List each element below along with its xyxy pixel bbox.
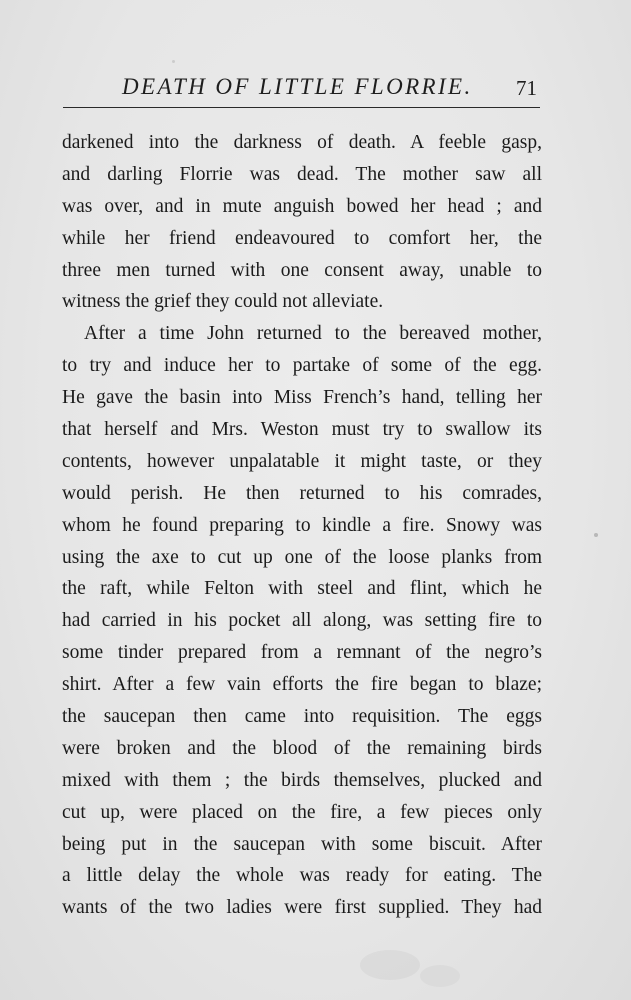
text-line: cut up, were placed on the fire, a few pieces only	[62, 801, 542, 823]
text-line: He gave the basin into Miss French’s hand, telling her	[62, 387, 542, 409]
text-line: to try and induce her to partake of some of the egg.	[62, 355, 542, 377]
header-rule	[63, 107, 540, 108]
text-line: and darling Florrie was dead. The mother saw all	[62, 163, 542, 185]
running-title: DEATH OF LITTLE FLORRIE.	[122, 74, 473, 99]
text-line: were broken and the blood of the remaining birds	[62, 737, 542, 759]
text-line: contents, however unpalatable it might taste, or they	[62, 450, 542, 472]
paper-speck	[594, 533, 598, 537]
text-line: had carried in his pocket all along, was setting fire to	[62, 610, 542, 632]
paragraph-end-line: witness the grief they could not alleviate.	[62, 291, 384, 313]
body-text	[62, 127, 542, 924]
text-line: would perish. He then returned to his comrades,	[62, 482, 542, 504]
text-line: shirt. After a few vain efforts the fire began to blaze;	[62, 674, 542, 696]
text-line: a little delay the whole was ready for eating. The	[62, 865, 542, 887]
text-line: that herself and Mrs. Weston must try to swallow its	[62, 419, 542, 441]
text-line: wants of the two ladies were first supplied. They had	[62, 897, 542, 919]
text-line: whom he found preparing to kindle a fire. Snowy was	[62, 514, 542, 536]
page-number: 71	[516, 76, 537, 100]
text-line: the raft, while Felton with steel and flint, which he	[62, 578, 542, 600]
paper-speck	[172, 60, 175, 63]
text-line: being put in the saucepan with some biscuit. After	[62, 833, 542, 855]
paper-speck	[360, 950, 420, 980]
text-line: the saucepan then came into requisition. The eggs	[62, 706, 542, 728]
text-line: three men turned with one consent away, unable to	[62, 259, 542, 281]
running-header	[0, 74, 631, 104]
text-line: mixed with them ; the birds themselves, plucked and	[62, 769, 542, 791]
text-line: darkened into the darkness of death. A feeble gasp,	[62, 132, 542, 153]
text-line: using the axe to cut up one of the loose planks from	[62, 546, 542, 568]
text-line: was over, and in mute anguish bowed her head ; and	[62, 195, 542, 217]
text-line: some tinder prepared from a remnant of the negro’s	[62, 642, 542, 664]
text-line: while her friend endeavoured to comfort her, the	[62, 227, 542, 249]
paragraph-start-line: After a time John returned to the bereaved mother,	[84, 323, 542, 345]
paper-speck	[420, 965, 460, 987]
